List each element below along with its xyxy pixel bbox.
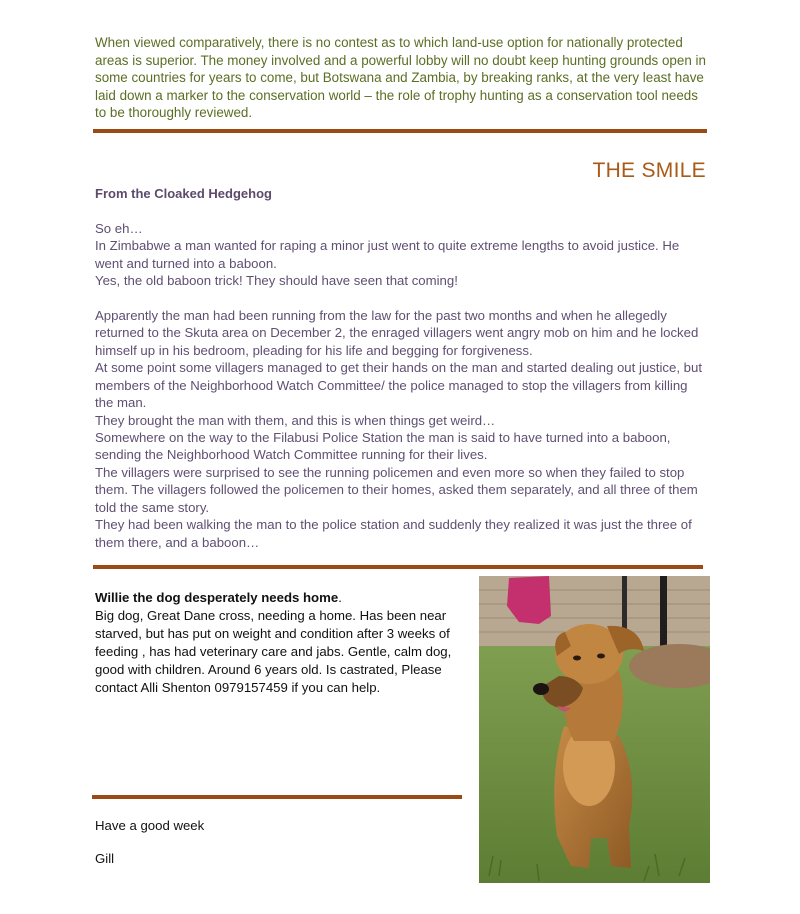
story-paragraph: Apparently the man had been running from the law for the past two months and when he allegedly returned to the Skuta area on December 2, the enraged villagers went angry mob on him and he locked himself up in his bedroom, pleading for his life and begging for forgiveness. xyxy=(95,307,699,358)
dog-heading xyxy=(95,589,465,607)
section-divider xyxy=(93,565,703,569)
story-paragraph: Somewhere on the way to the Filabusi Police Station the man is said to have turned into a baboon, sending the Neighborhood Watch Committee running for their lives. xyxy=(95,429,671,463)
story-paragraph: Yes, the old baboon trick! They should have seen that coming! xyxy=(95,273,458,289)
intro-line: When viewed comparatively, there is no contest as to which land-use option for nationally protected xyxy=(95,35,683,50)
story-paragraph: In Zimbabwe a man wanted for raping a minor just went to quite extreme lengths to avoid justice. He went and turned into a baboon. xyxy=(95,238,680,271)
intro-paragraph xyxy=(95,34,707,122)
paragraph-gap xyxy=(95,290,707,307)
story-paragraph: They brought the man with them, and this is when things get weird… xyxy=(95,412,496,428)
dog-heading-text: Willie the dog desperately needs home xyxy=(95,590,339,605)
closing-message: Have a good week xyxy=(95,818,205,833)
dog-photo xyxy=(479,576,710,883)
intro-line: areas is superior. The money involved and a powerful lobby will no doubt keep hunting grounds open in xyxy=(95,52,706,68)
section-title: THE SMILE xyxy=(592,159,706,182)
section-divider xyxy=(93,129,707,133)
dog-heading-suffix: . xyxy=(338,590,342,605)
story-paragraph: So eh… xyxy=(95,221,143,236)
story-paragraph: They had been walking the man to the police station and suddenly they realized it was just the three of them there, and a baboon… xyxy=(95,517,692,550)
intro-line: to be thoroughly reviewed. xyxy=(95,105,253,121)
dog-appeal xyxy=(95,589,465,697)
intro-line: some countries for years to come, but Botswana and Zambia, by breaking ranks, at the very least have xyxy=(95,70,704,86)
section-divider xyxy=(92,795,462,799)
signature: Gill xyxy=(95,851,115,866)
intro-line: laid down a marker to the conservation world – the role of trophy hunting as a conservation tool needs xyxy=(95,87,698,103)
story-body xyxy=(95,220,707,551)
story-paragraph: At some point some villagers managed to get their hands on the man and started dealing out justice, but members of the Neighborhood Watch Committee/ the police managed to stop the villagers from killing the man. xyxy=(95,360,702,411)
dog-description: Big dog, Great Dane cross, needing a home. Has been near starved, but has put on weight and condition after 3 weeks of feeding , has had veterinary care and jabs. Gentle, calm dog, good with children. Around 6 years old. Is castrated, Please contact Alli Shenton 0979157459 if you can help. xyxy=(95,608,452,695)
story-paragraph: The villagers were surprised to see the running policemen and even more so when they failed to stop them. The villagers followed the policemen to their homes, asked them separately, and all three of them told the same story. xyxy=(95,464,698,515)
byline: From the Cloaked Hedgehog xyxy=(95,186,272,201)
